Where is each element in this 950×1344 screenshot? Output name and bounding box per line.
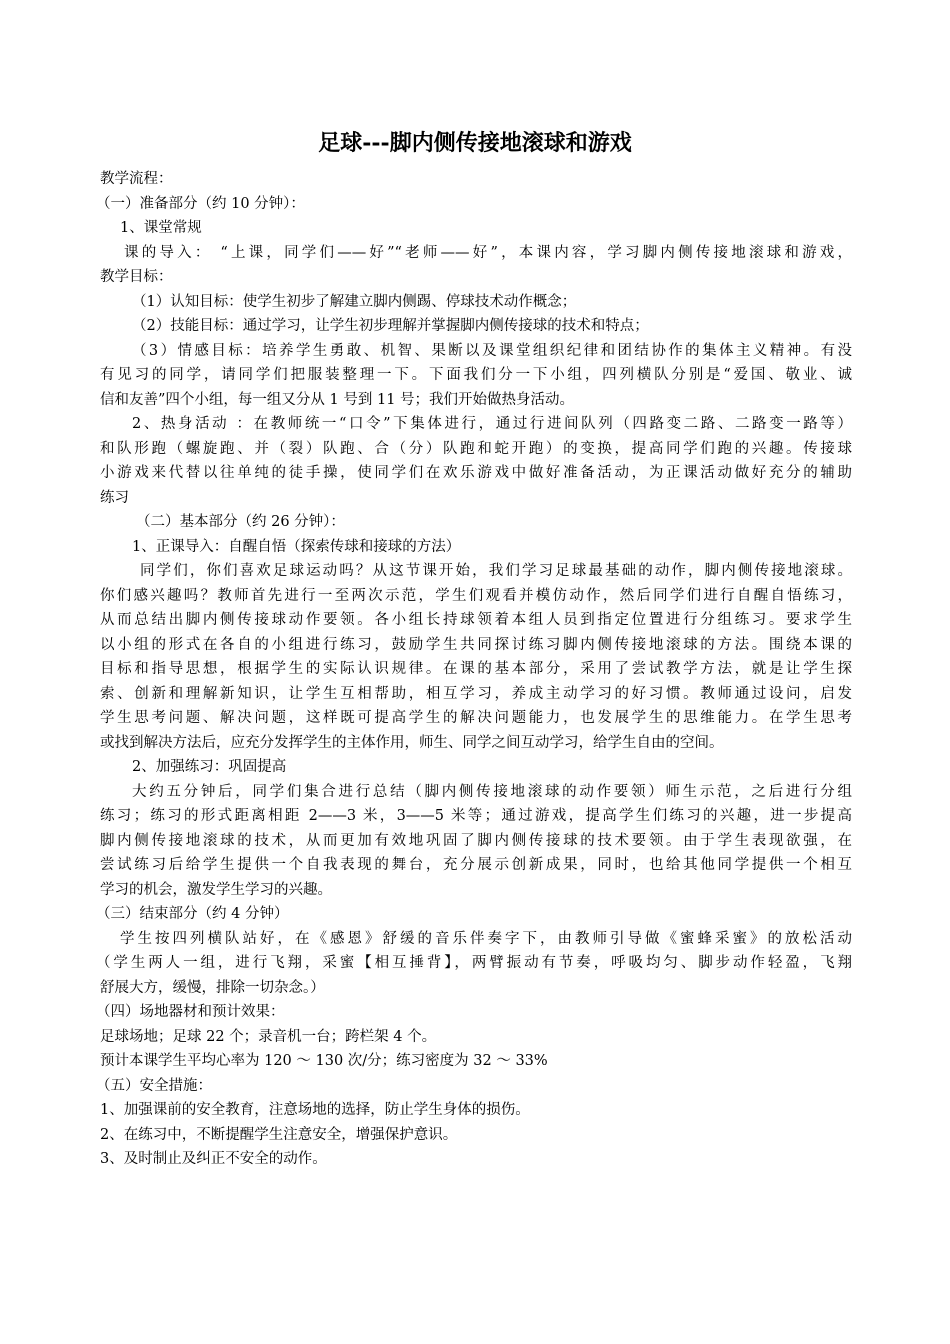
subsection-heading: 2、加强练习：巩固提高 (132, 759, 287, 775)
text-line: （学生两人一组，进行飞翔，采蜜【相互捶背】，两臂振动有节奏，呼吸均匀、脚步动作轻盈，飞翔 (96, 955, 852, 971)
text-line: 学习的机会，激发学生学习的兴趣。 (100, 881, 332, 898)
text-line: 和队形跑（螺旋跑、并（裂）队跑、合（分）队跑和蛇开跑）的变换，提高同学们跑的兴趣。传接球 (100, 440, 852, 457)
section-heading: （一）准备部分（约 10 分钟）： (96, 195, 305, 212)
list-item: 1、加强课前的安全教育，注意场地的选择，防止学生身体的损伤。 (100, 1102, 530, 1118)
text-line: 教学流程： (100, 171, 173, 187)
text-line: 学生思考问题、解决问题，这样既可提高学生的解决问题能力，也发展学生的思维能力。在学生思考 (100, 710, 852, 726)
text-line: 学生按四列横队站好，在《感恩》舒缓的音乐伴奏字下，由教师引导做《蜜蜂采蜜》的放松活动 (120, 930, 852, 947)
text-line: 舒展大方，缓慢，排除一切杂念。） (100, 979, 325, 996)
text-line: 目标和指导思想，根据学生的实际认识规律。在课的基本部分，采用了尝试教学方法，就是让学生探 (100, 661, 852, 677)
text-line: 索、创新和理解新知识，让学生互相帮助，相互学习，养成主动学习的好习惯。教师通过设问，启发 (100, 685, 852, 702)
document-title: 足球---脚内侧传接地滚球和游戏 (318, 130, 632, 156)
list-item: （2）技能目标：通过学习，让学生初步理解并掌握脚内侧传接球的技术和特点； (132, 318, 649, 334)
list-item: 3、及时制止及纠正不安全的动作。 (100, 1151, 327, 1167)
text-line: 你们感兴趣吗？教师首先进行一至两次示范，学生们观看并模仿动作，然后同学们进行自醒自悟练习， (100, 587, 852, 604)
section-heading: （五）安全措施： (96, 1077, 212, 1094)
section-heading: （四）场地器材和预计效果： (96, 1004, 285, 1020)
text-line: 信和友善”四个小组，每一组又分从 1 号到 11 号；我们开始做热身活动。 (100, 391, 575, 408)
text-line: 脚内侧传接地滚球的技术，从而更加有效地巩固了脚内侧传接球的技术要领。由于学生表现欲强，在 (100, 832, 852, 849)
text-line: 预计本课学生平均心率为 120 ～ 130 次/分；练习密度为 32 ～ 33% (100, 1053, 548, 1069)
section-heading: （二）基本部分（约 26 分钟）： (136, 514, 345, 530)
list-item: （1）认知目标：使学生初步了解建立脚内侧踢、停球技术动作概念； (132, 293, 577, 310)
list-item: 2、在练习中，不断提醒学生注意安全，增强保护意识。 (100, 1126, 458, 1143)
text-line: 从而总结出脚内侧传接球动作要领。各小组长持球领着本组人员到指定位置进行分组练习。要求学生 (100, 612, 852, 628)
subsection-heading: 1、正课导入：自醒自悟（探索传球和接球的方法） (132, 538, 461, 555)
text-line: 课的导入： “上课，同学们——好”“老师——好”，本课内容，学习脚内侧传接地滚球和游戏， (124, 244, 852, 261)
section-heading: （三）结束部分（约 4 分钟） (96, 906, 289, 922)
text-line: 足球场地；足球 22 个；录音机一台；跨栏架 4 个。 (100, 1028, 437, 1045)
text-line: 以小组的形式在各自的小组进行练习，鼓励学生共同探讨练习脚内侧传接地滚球的方法。围绕本课的 (100, 636, 852, 653)
text-line: 同学们，你们喜欢足球运动吗？从这节课开始，我们学习足球最基础的动作，脚内侧传接地滚球。 (140, 563, 852, 579)
text-line: 练习；练习的形式距离相距 2——3 米，3——5 米等；通过游戏，提高学生们练习的兴趣，进一步提高 (100, 808, 852, 824)
text-line: 教学目标： (100, 269, 173, 285)
text-line: 或找到解决方法后，应充分发挥学生的主体作用，师生、同学之间互动学习，给学生自由的空间。 (100, 734, 724, 751)
text-line: 有见习的同学，请同学们把服装整理一下。下面我们分一下小组，四列横队分别是“爱国、敬业、诚 (100, 367, 852, 383)
subsection-heading: 2、热身活动 ：在教师统一“口令”下集体进行，通过行进间队列（四路变二路、二路变一路等） (132, 416, 852, 432)
subsection-heading: 1、课堂常规 (120, 220, 202, 236)
text-line: 大约五分钟后，同学们集合进行总结（脚内侧传接地滚球的动作要领）师生示范，之后进行分组 (132, 783, 852, 800)
text-line: 小游戏来代替以往单纯的徒手操，使同学们在欢乐游戏中做好准备活动，为正课活动做好充分的辅助 (100, 465, 852, 481)
text-line: 练习 (100, 489, 129, 506)
text-line: 尝试练习后给学生提供一个自我表现的舞台，充分展示创新成果，同时，也给其他同学提供一个相互 (100, 857, 852, 873)
document-body (96, 167, 852, 1172)
list-item: （3）情感目标：培养学生勇敢、机智、果断以及课堂组织纪律和团结协作的集体主义精神。有没 (132, 342, 852, 359)
